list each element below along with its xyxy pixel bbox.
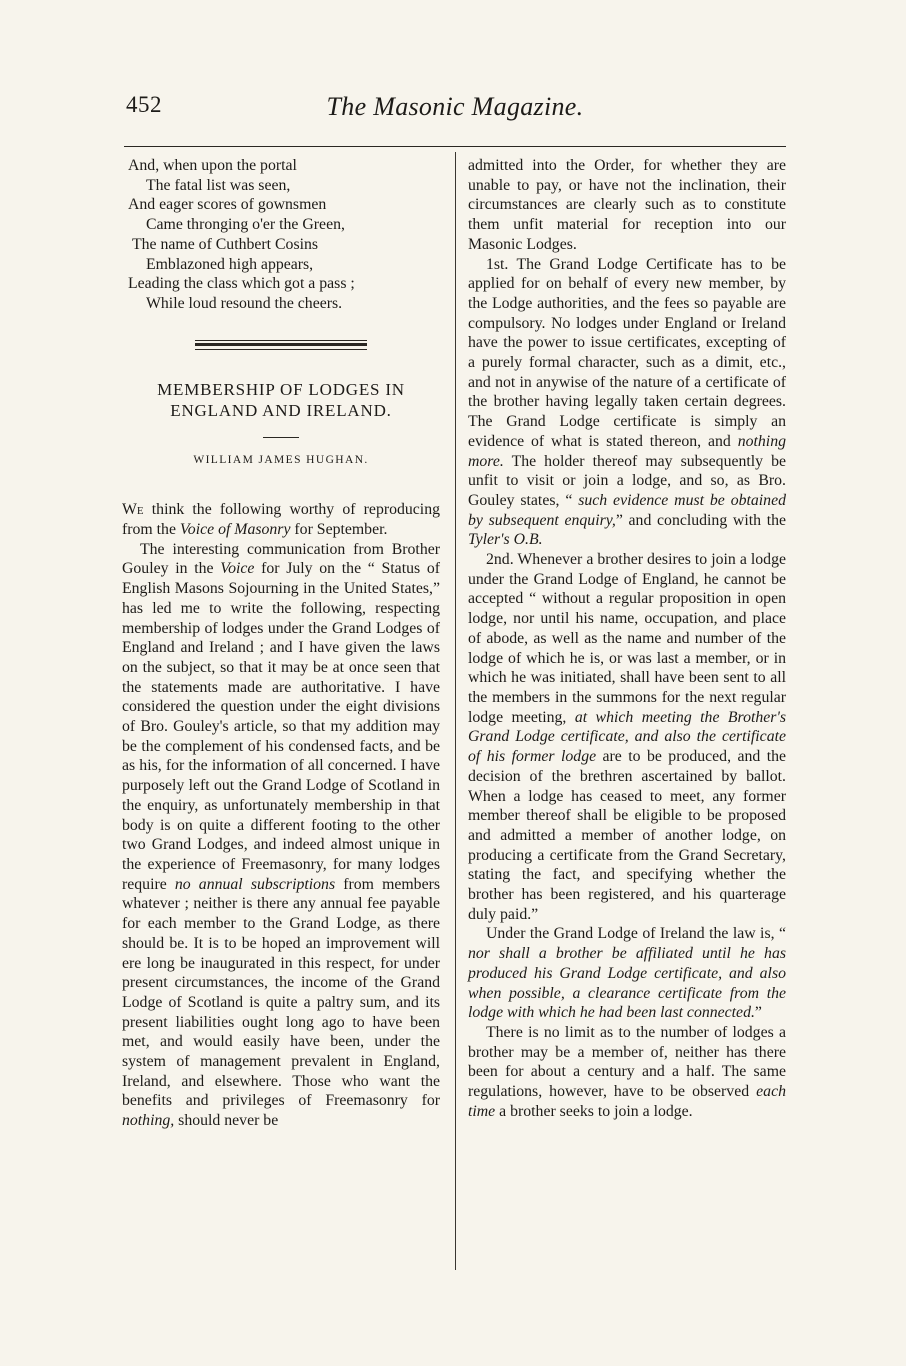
poem	[128, 156, 440, 314]
poem-line: The fatal list was seen,	[146, 176, 291, 194]
paragraph	[122, 540, 440, 1131]
column-divider	[455, 152, 456, 1270]
header-rule	[124, 146, 786, 147]
paragraph	[468, 1023, 786, 1122]
paragraph: admitted into the Order, for whether they are unable to pay, or have not the inclination, their circumstances are clearly such as to constitute them unfit material for reception into our Masonic Lodges.	[468, 157, 786, 253]
poem-line: And, when upon the portal	[128, 157, 297, 174]
italic-run: nothing more.	[468, 432, 786, 470]
text-run: think the following worthy of reproducing from the	[122, 501, 440, 539]
page-number: 452	[126, 92, 162, 117]
text-run: The interesting communication from Brother Gouley in the	[122, 540, 440, 578]
poem-line: The name of Cuthbert Cosins	[132, 235, 319, 253]
article-title-line: ENGLAND AND IRELAND.	[170, 400, 392, 420]
text-run: The holder thereof may subsequently be unfit to visit or join a lodge, and so, as Bro. Gouley states, “	[468, 452, 786, 509]
paragraph	[122, 500, 440, 539]
article-title	[122, 379, 440, 421]
paragraph	[468, 255, 786, 551]
drop-word: We	[122, 501, 144, 519]
text-run: 1st. The Grand Lodge Certificate has to be applied for on behalf of every new member, by the Lodge authorities, and the fees so payable are compulsory. No lodges under England or Ireland have the power to issue certificates, excepting of a purely formal character, such as a dimit, etc., and not in anywise of the nature of a certificate of the brother having legally taken certain degrees. The Grand Lodge certificate is simply an evidence of what is stated thereon, and	[468, 255, 786, 450]
poem-line: Leading the class which got a pass ;	[128, 275, 355, 293]
paragraph	[468, 550, 786, 924]
title-rule	[263, 437, 299, 438]
italic-run: such evidence must be obtained by subsequent enquiry,	[468, 491, 786, 529]
poem-line: While loud resound the cheers.	[146, 294, 343, 312]
article-author: WILLIAM JAMES HUGHAN.	[193, 453, 369, 466]
text-run: There is no limit as to the number of lodges a brother may be a member of, neither has there been for about a century and a half. The same regulations, however, have to be observed	[468, 1023, 786, 1101]
text-run: ”	[754, 1004, 762, 1022]
section-ornament-rule	[195, 340, 367, 351]
italic-run: no annual subscriptions	[174, 875, 336, 893]
text-run: are to be produced, and the decision of the brethren ascertained by ballot. When a lodge has ceased to meet, any former member thereof shall be eligible to be proposed and admitted a member of another lodge, on producing a certificate from the Grand Secretary, stating the fact, and specifying whether the brother has been registered, and his quarterage duly paid.”	[468, 748, 786, 923]
text-run: Under the Grand Lodge of Ireland the law is, “	[486, 925, 786, 943]
right-column	[468, 156, 786, 1121]
text-run: for July on the “ Status of English Masons Sojourning in the United States,” has led me to write the following, respecting membership of lodges under the Grand Lodges of England and Ireland ; and I have given the laws on the subject, so that it may be at once seen that the statements made are authoritative. I have considered the question under the eight divisions of Bro. Gouley's article, so that my addition may be the complement of his condensed facts, and be as his, for the information of all concerned. I have purposely left out the Grand Lodge of Scotland in the enquiry, as unfortunately membership in that body is on quite a different footing to the other two Grand Lodges, and indeed almost unique in the experience of Freemasonry, for many lodges require	[122, 560, 440, 893]
italic-run: at which meeting the Brother's Grand Lodge certificate, and also the certificate of his former lodge	[468, 708, 786, 766]
italic-run: each time	[468, 1083, 786, 1120]
italic-run: Voice	[220, 560, 255, 578]
text-run: ” and concluding with the	[615, 511, 786, 529]
left-column	[122, 156, 440, 1131]
text-run: for September.	[290, 521, 388, 539]
text-run: should never be	[174, 1112, 279, 1130]
paragraph	[468, 924, 786, 1023]
running-title: The Masonic Magazine.	[326, 92, 584, 121]
italic-run: Voice of Masonry	[179, 521, 291, 539]
text-run: from members whatever ; neither is there any annual fee payable for each member to the Grand Lodge, as there should be. It is to be hoped an improvement will ere long be inaugurated in this respect, for under present circumstances, the income of the Grand Lodge of Scotland is quite a paltry sum, and its present liabilities ought long ago to have been met, and would easily have been, under the system of management prevalent in England, Ireland, and elsewhere. Those who want the benefits and privileges of Freemasonry for	[122, 875, 440, 1110]
text-run: 2nd. Whenever a brother desires to join a lodge under the Grand Lodge of England, he cannot be accepted “ without a regular proposition in open lodge, nor until his name, occupation, and place of abode, as well as the name and number of the lodge of which he is, or was last a member, or in which he was initiated, shall have been sent to all the members in the summons for the next regular lodge meeting,	[468, 551, 786, 726]
italic-run: nothing,	[122, 1112, 175, 1130]
italic-run: Tyler's O.B.	[468, 531, 543, 549]
poem-line: Emblazoned high appears,	[146, 255, 314, 273]
text-run: a brother seeks to join a lodge.	[495, 1102, 693, 1120]
article-title-line: MEMBERSHIP OF LODGES IN	[157, 379, 405, 399]
page-header	[126, 92, 784, 128]
poem-line: Came thronging o'er the Green,	[146, 216, 345, 234]
italic-run: nor shall a brother be affiliated until he has produced his Grand Lodge certificate, and also when possible, a clearance certificate from the lodge with which he had been last connected.	[468, 945, 786, 1022]
poem-line: And eager scores of gownsmen	[128, 196, 327, 214]
